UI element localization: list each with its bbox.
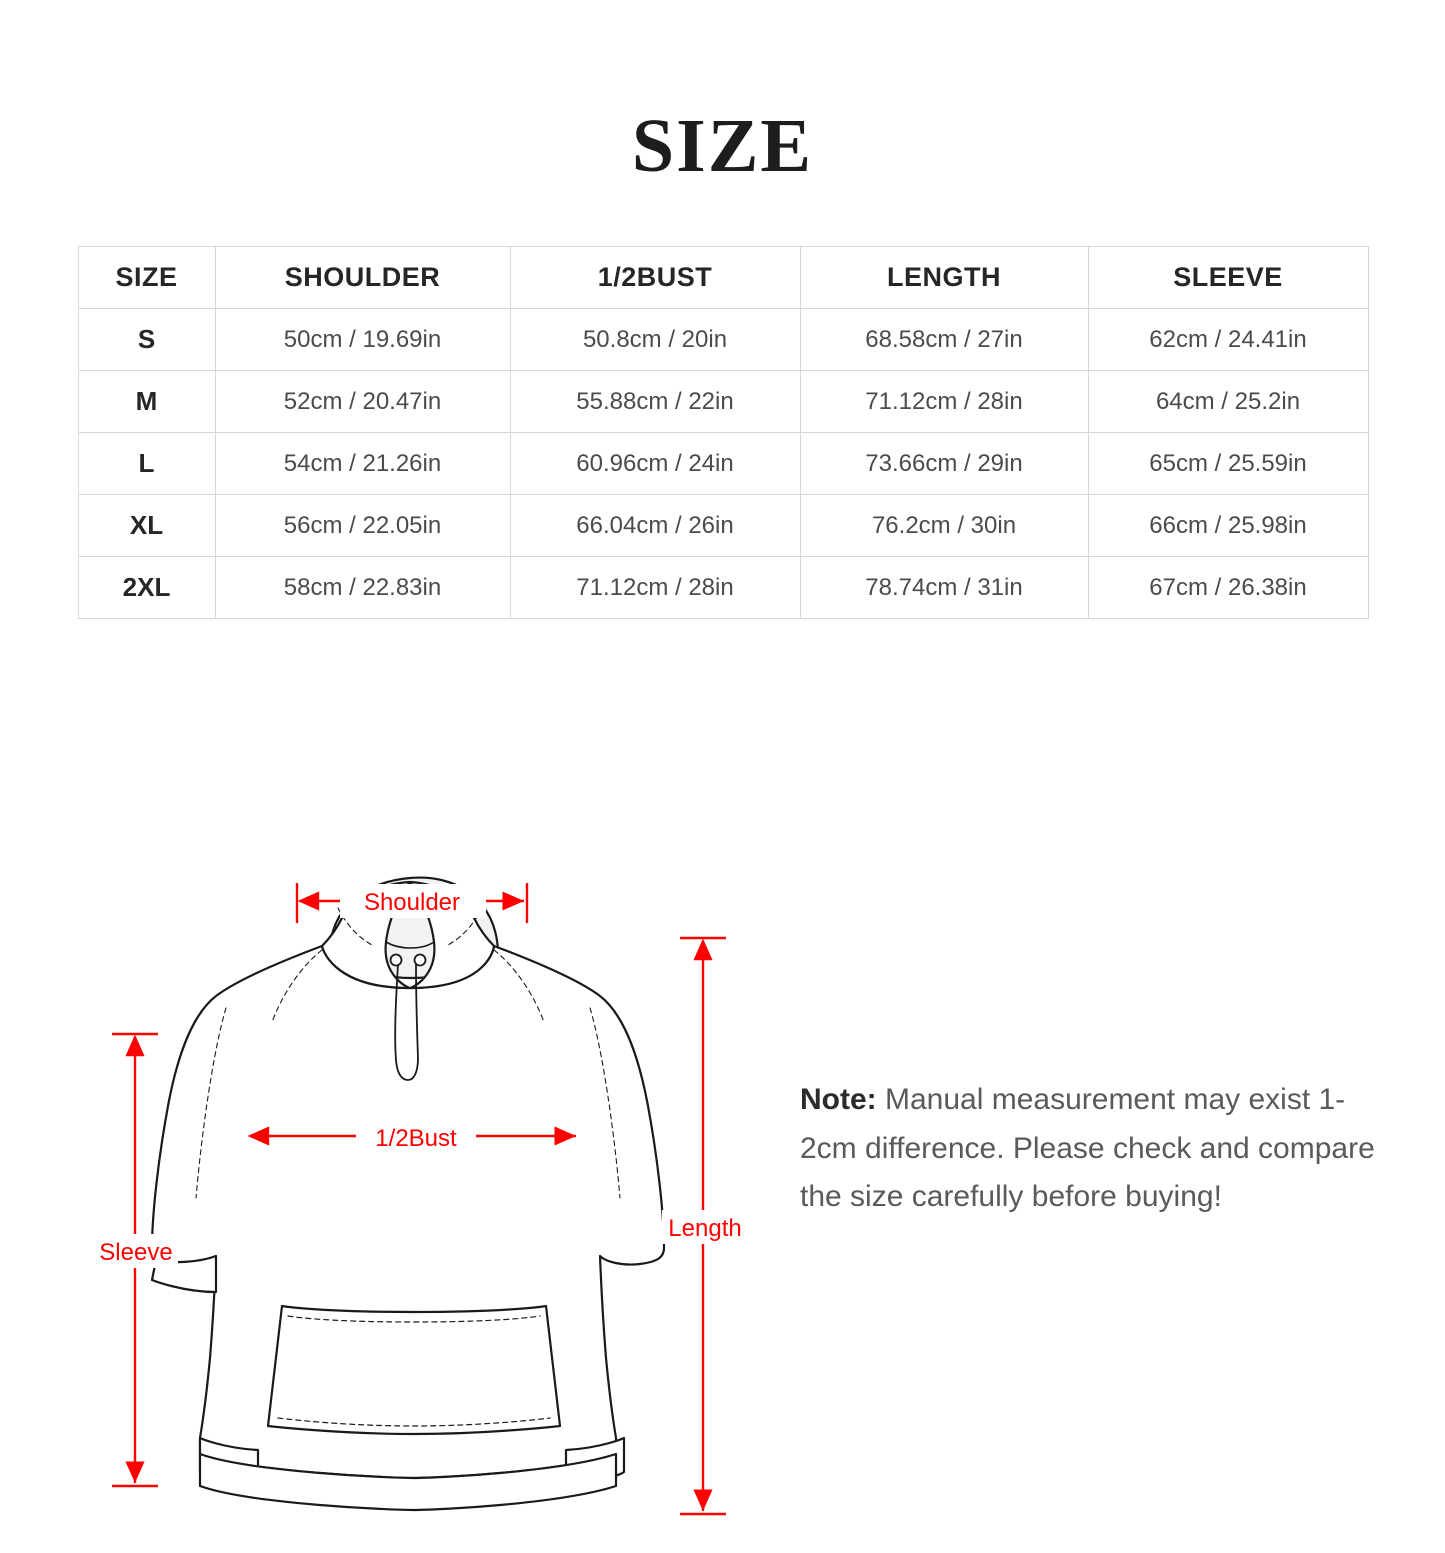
cell-length: 68.58cm / 27in xyxy=(800,309,1088,371)
table-row xyxy=(78,371,1368,433)
note-text: Manual measurement may exist 1-2cm difference. Please check and compare the size carefully before buying! xyxy=(800,1083,1375,1214)
cell-bust: 55.88cm / 22in xyxy=(510,371,800,433)
column-header-bust: 1/2BUST xyxy=(510,247,800,309)
table-row xyxy=(78,557,1368,619)
cell-length: 73.66cm / 29in xyxy=(800,433,1088,495)
column-header-sleeve: SLEEVE xyxy=(1088,247,1368,309)
measurement-section xyxy=(0,808,1445,1553)
table-row xyxy=(78,309,1368,371)
note-label: Note: xyxy=(800,1083,877,1116)
column-header-size: SIZE xyxy=(78,247,215,309)
cell-sleeve: 62cm / 24.41in xyxy=(1088,309,1368,371)
label-length-text: Length xyxy=(668,1215,742,1242)
measurement-note xyxy=(800,1076,1380,1222)
cell-size: L xyxy=(78,433,215,495)
column-header-shoulder: SHOULDER xyxy=(215,247,510,309)
cell-shoulder: 54cm / 21.26in xyxy=(215,433,510,495)
cell-sleeve: 65cm / 25.59in xyxy=(1088,433,1368,495)
column-header-length: LENGTH xyxy=(800,247,1088,309)
size-chart-table xyxy=(78,246,1369,619)
table-header-row xyxy=(78,247,1368,309)
cell-sleeve: 66cm / 25.98in xyxy=(1088,495,1368,557)
label-shoulder-text: Shoulder xyxy=(363,889,461,916)
label-sleeve-text: Sleeve xyxy=(99,1239,173,1266)
cell-size: M xyxy=(78,371,215,433)
cell-shoulder: 58cm / 22.83in xyxy=(215,557,510,619)
table-row xyxy=(78,495,1368,557)
cell-size: XL xyxy=(78,495,215,557)
page-title: SIZE xyxy=(631,104,814,188)
cell-sleeve: 67cm / 26.38in xyxy=(1088,557,1368,619)
cell-size: S xyxy=(78,309,215,371)
size-table-container xyxy=(78,246,1368,619)
cell-bust: 66.04cm / 26in xyxy=(510,495,800,557)
cell-size: 2XL xyxy=(78,557,215,619)
table-row xyxy=(78,433,1368,495)
cell-bust: 50.8cm / 20in xyxy=(510,309,800,371)
cell-bust: 71.12cm / 28in xyxy=(510,557,800,619)
hoodie-measurement-diagram xyxy=(90,838,790,1538)
cell-length: 78.74cm / 31in xyxy=(800,557,1088,619)
hoodie-illustration xyxy=(152,878,664,1510)
cell-length: 71.12cm / 28in xyxy=(800,371,1088,433)
cell-shoulder: 52cm / 20.47in xyxy=(215,371,510,433)
cell-shoulder: 56cm / 22.05in xyxy=(215,495,510,557)
cell-bust: 60.96cm / 24in xyxy=(510,433,800,495)
label-bust-text: 1/2Bust xyxy=(375,1125,457,1152)
cell-sleeve: 64cm / 25.2in xyxy=(1088,371,1368,433)
cell-shoulder: 50cm / 19.69in xyxy=(215,309,510,371)
cell-length: 76.2cm / 30in xyxy=(800,495,1088,557)
